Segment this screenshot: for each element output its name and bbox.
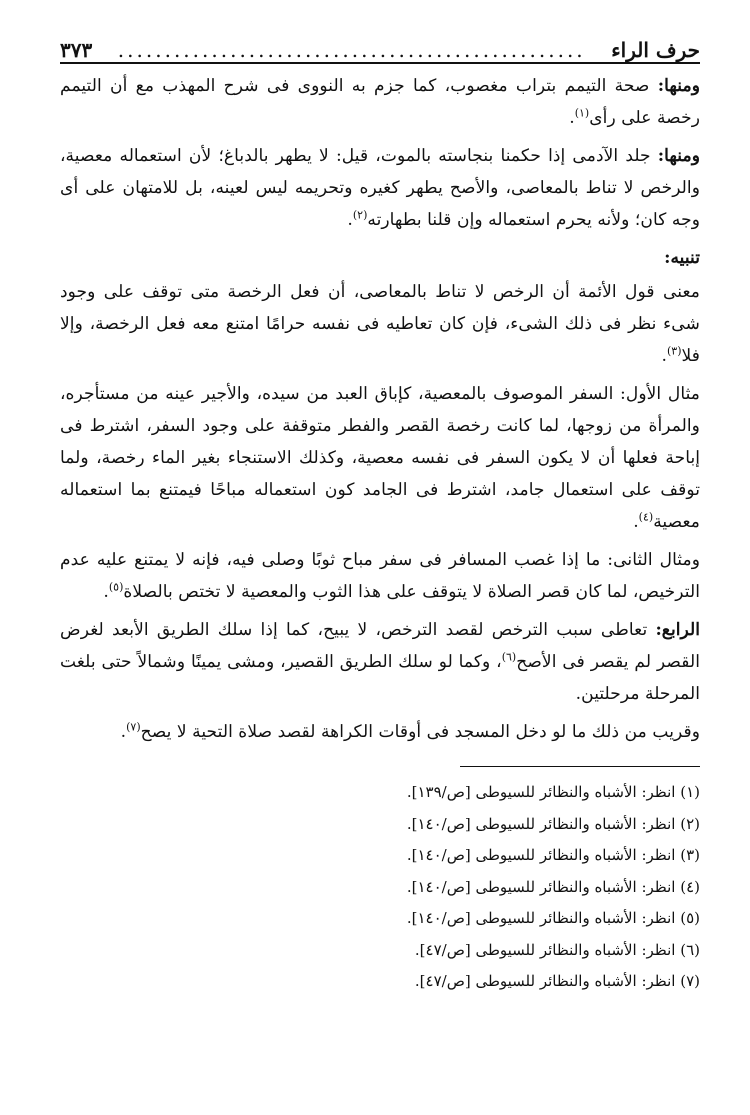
paragraph bbox=[60, 544, 700, 608]
paragraph-tail: . bbox=[633, 512, 639, 532]
paragraph-text: تعاطى سبب الترخص لقصد الترخص، لا يبيح، كما إذا سلك الطريق الأبعد لغرض القصر لم يقصر فى الأصح bbox=[60, 620, 700, 672]
running-title: حرف الراء bbox=[611, 38, 700, 62]
paragraph-text: جلد الآدمى إذا حكمنا بنجاسته بالموت، قيل: لا يطهر بالدباغ؛ لأن استعماله معصية، والرخص لا تناط بالمعاصى، والأصح يطهر كغيره وتحريمه ليس لعينه، بل للامتهان على أى وجه كان؛ ولأنه يحرم استعماله وإن قلنا بطهارته bbox=[60, 146, 700, 230]
paragraph-text: مثال الأول: السفر الموصوف بالمعصية، كإباق العبد من سيده، والأجير عينه من مستأجره، والمرأة من زوجها، لما كانت رخصة القصر والفطر متوقفة على وجود السفر، اشترط فى إباحة فعلها أن لا يكون السفر فى نفسه معصية، وكذلك الاستنجاء بغير الماء رخصة، ولما توقف على استعمال جامد، اشترط فى الجامد كون استعماله مباحًا فيمتنع بما استعماله معصية bbox=[60, 384, 700, 532]
paragraph-tail: . bbox=[347, 210, 353, 230]
section-heading: تنبيه: bbox=[664, 248, 700, 268]
footnote-ref: (٦) bbox=[501, 650, 517, 664]
footnote: (٣) انظر: الأشباه والنظائر للسيوطى [ص/١٤٠]. bbox=[406, 846, 700, 864]
footnotes bbox=[60, 777, 700, 998]
paragraph bbox=[60, 70, 700, 134]
paragraph bbox=[60, 276, 700, 372]
paragraph bbox=[60, 614, 700, 710]
running-header bbox=[60, 28, 700, 64]
footnote: (٧) انظر: الأشباه والنظائر للسيوطى [ص/٤٧]. bbox=[414, 972, 700, 990]
paragraph-tail: . bbox=[661, 346, 667, 366]
paragraph-label: ومنها: bbox=[657, 146, 700, 166]
footnote-ref: (٢) bbox=[352, 208, 368, 222]
footnote: (٤) انظر: الأشباه والنظائر للسيوطى [ص/١٤٠]. bbox=[406, 877, 700, 896]
footnote-ref: (٣) bbox=[667, 344, 682, 358]
main-text bbox=[60, 70, 700, 748]
page bbox=[60, 28, 700, 998]
paragraph-tail: ، وكما لو سلك الطريق القصير، ومشى يمينًا وشمالاً حتى بلغت المرحلة مرحلتين. bbox=[60, 652, 700, 704]
dot-leader: .................................................. bbox=[117, 38, 586, 62]
footnote-ref: (١) bbox=[574, 106, 590, 120]
footnote: (٦) انظر: الأشباه والنظائر للسيوطى [ص/٤٧]. bbox=[414, 940, 700, 959]
footnote: (٢) انظر: الأشباه والنظائر للسيوطى [ص/١٤٠]. bbox=[406, 814, 700, 833]
paragraph-tail: . bbox=[120, 722, 127, 742]
paragraph bbox=[60, 716, 700, 748]
paragraph bbox=[60, 378, 700, 538]
paragraph-text: صحة التيمم بتراب مغصوب، كما جزم به النووى فى شرح المهذب مع أن التيمم رخصة على رأى bbox=[60, 76, 700, 128]
paragraph-tail: . bbox=[569, 108, 575, 128]
paragraph-text: وقريب من ذلك ما لو دخل المسجد فى أوقات الكراهة لقصد صلاة التحية لا يصح bbox=[140, 722, 700, 742]
footnote: (٥) انظر: الأشباه والنظائر للسيوطى [ص/١٤٠]. bbox=[406, 909, 700, 927]
footnote-ref: (٤) bbox=[638, 510, 654, 524]
footnote-ref: (٥) bbox=[108, 580, 124, 594]
footnote-ref: (٧) bbox=[126, 720, 141, 734]
paragraph-tail: . bbox=[103, 582, 109, 602]
paragraph-text: معنى قول الأئمة أن الرخص لا تناط بالمعاصى، أن فعل الرخصة متى توقف على وجود شىء نظر فى ذلك الشىء، فإن كان تعاطيه فى نفسه حرامًا امتنع معه فعل الرخصة، وإلا فلا bbox=[60, 282, 700, 366]
paragraph-label: ومنها: bbox=[657, 76, 700, 96]
footnote-separator bbox=[460, 766, 700, 767]
paragraph bbox=[60, 140, 700, 236]
paragraph-text: ومثال الثانى: ما إذا غصب المسافر فى سفر مباح ثوبًا وصلى فيه، فإنه لا يمتنع عليه عدم الترخيص، لما كان قصر الصلاة لا يتوقف على هذا الثوب والمعصية لا تختص بالصلاة bbox=[60, 550, 700, 602]
page-number: ٣٧٣ bbox=[60, 38, 93, 62]
footnote: (١) انظر: الأشباه والنظائر للسيوطى [ص/١٣٩]. bbox=[406, 783, 700, 801]
paragraph-label: الرابع: bbox=[655, 620, 700, 640]
